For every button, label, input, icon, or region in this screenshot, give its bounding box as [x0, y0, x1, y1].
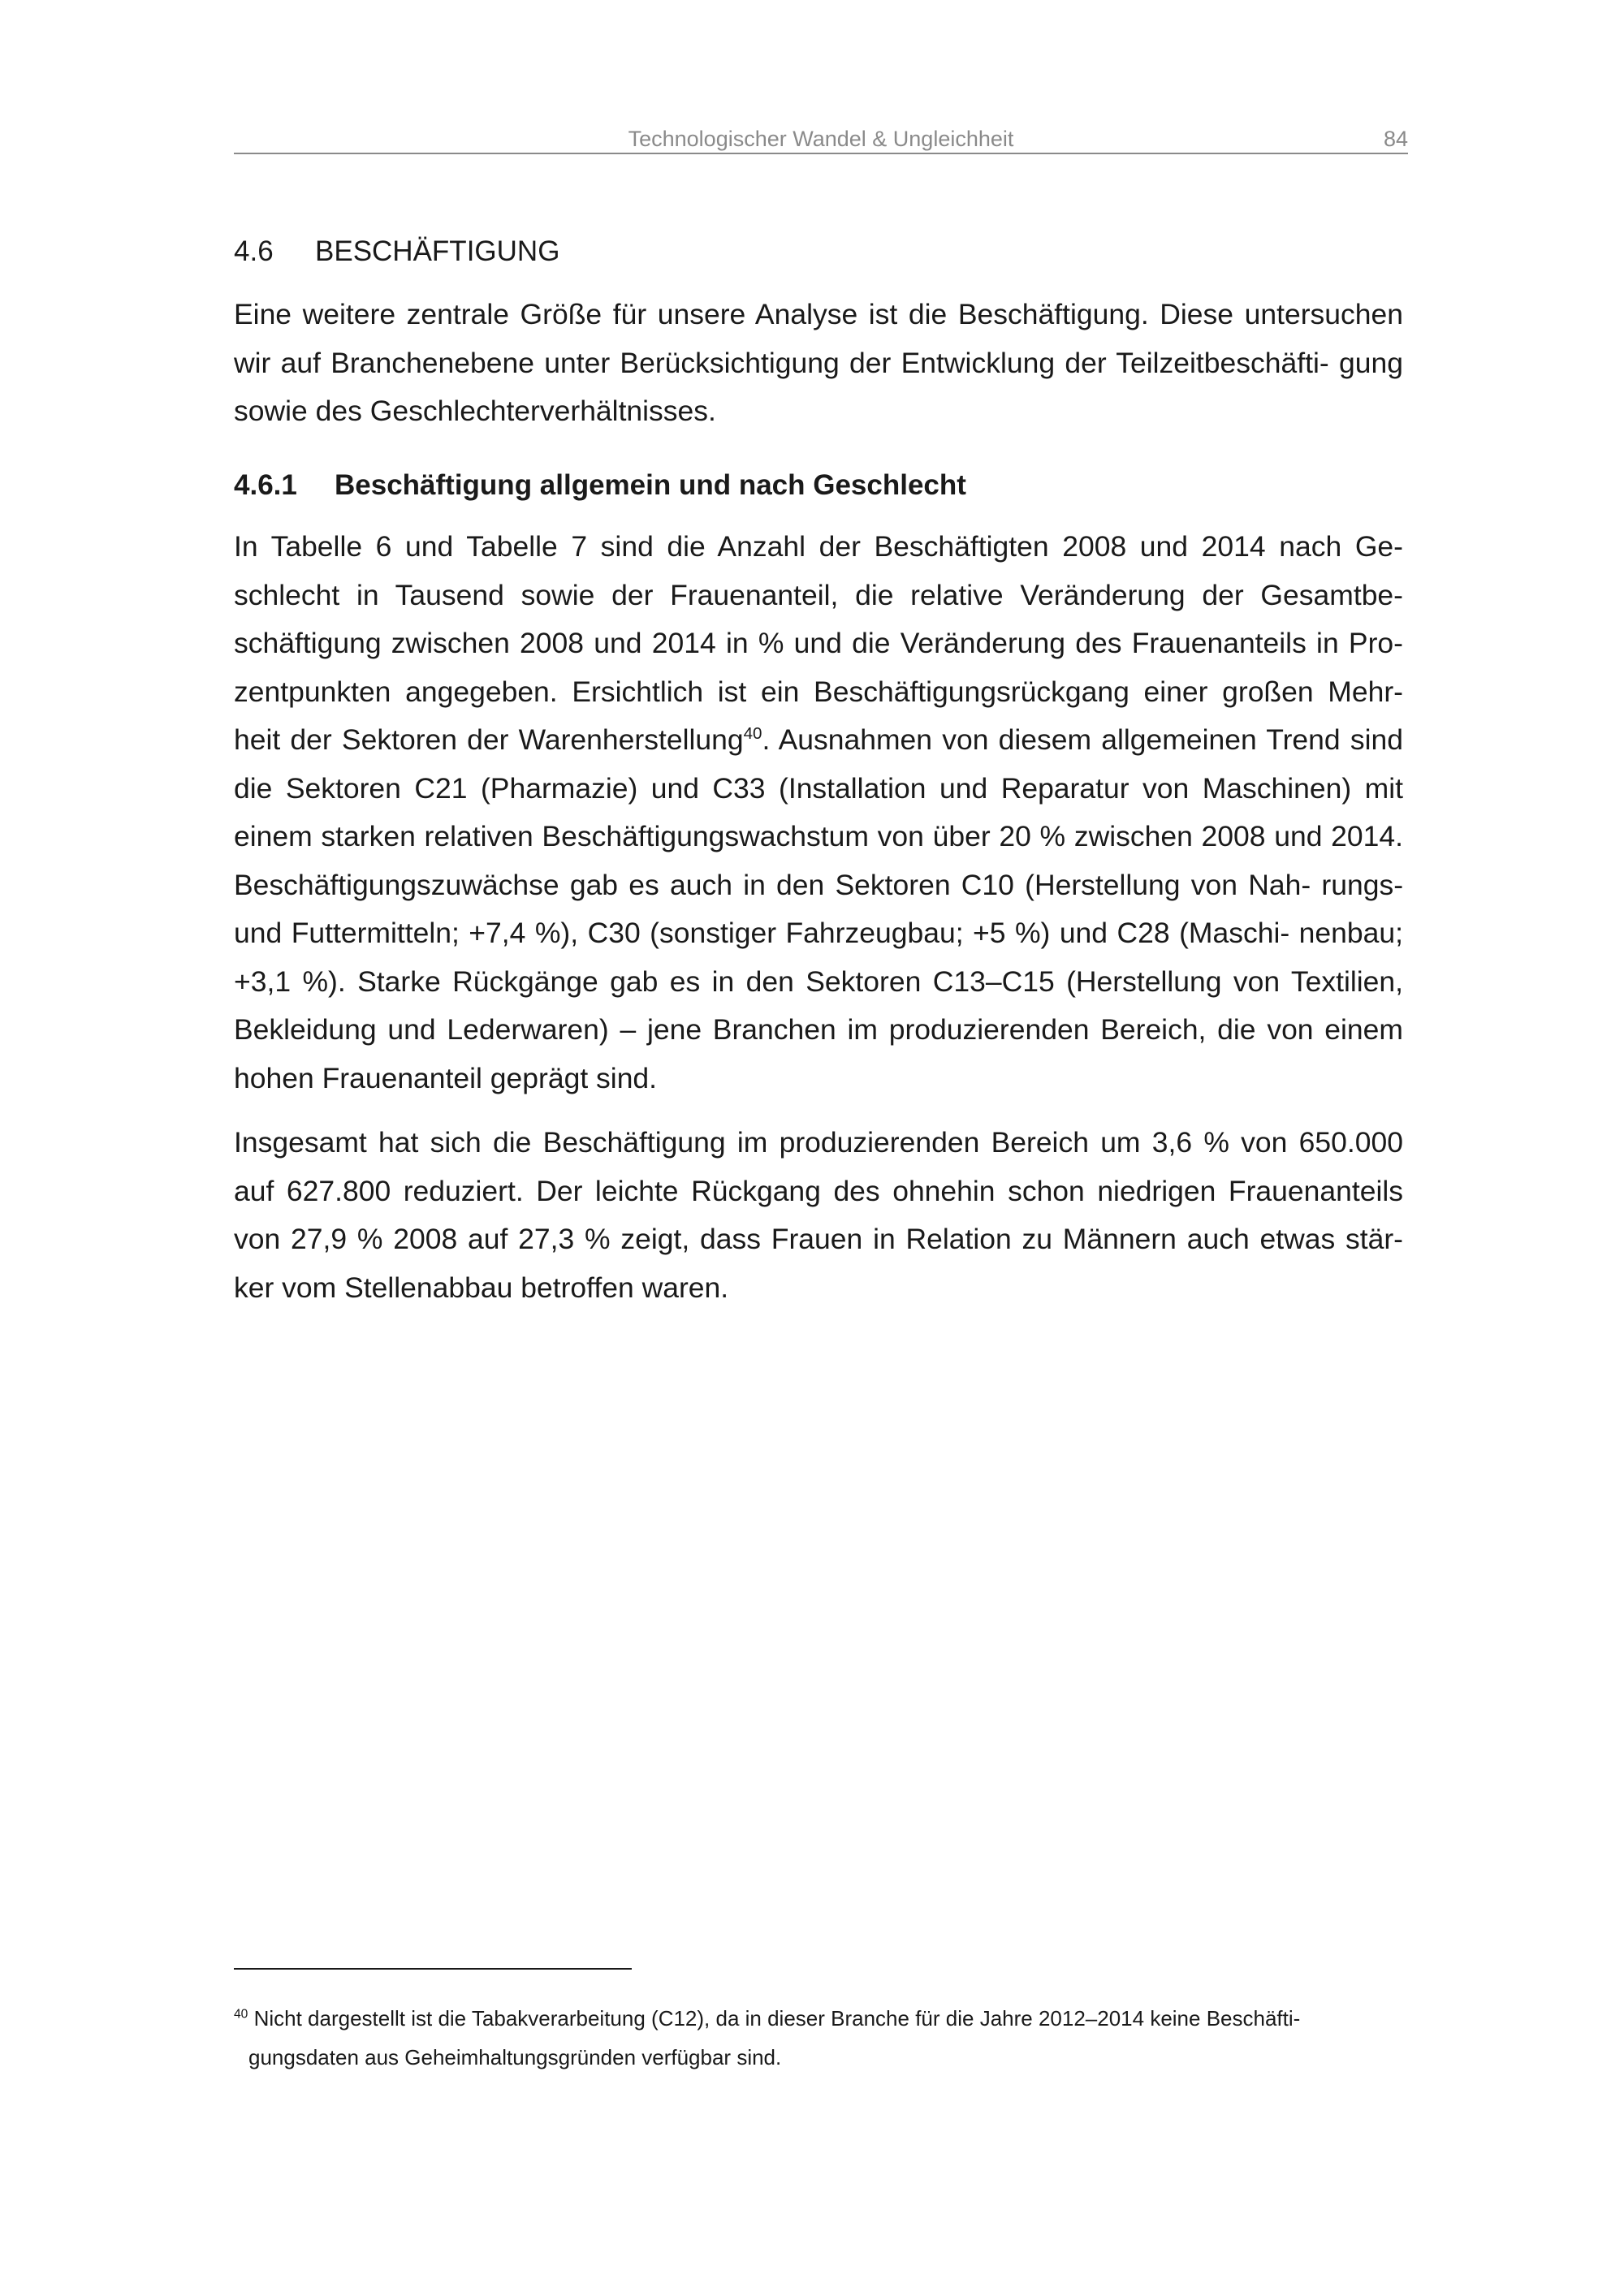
- paragraph-line: sind die Sektoren C21 (Pharmazie) und C33 (Installation und Reparatur von Maschinen): [234, 723, 1403, 805]
- intro-line: gung sowie des Geschlechterverhältnisses.: [234, 346, 1403, 427]
- section-title: BESCHÄFTIGUNG: [315, 235, 560, 267]
- paragraph-line: rungs- und Futtermitteln; +7,4 %), C30 (sonstiger Fahrzeugbau; +5 %) und C28 (Maschi-: [234, 868, 1404, 949]
- paragraph-line: Insgesamt hat sich die Beschäftigung im produzierenden Bereich um 3,6 % von 650.000: [234, 1126, 1403, 1159]
- body-paragraph-2: [234, 1119, 1403, 1312]
- page-number: 84: [1383, 127, 1408, 151]
- paragraph-line: von 27,9 % 2008 auf 27,3 % zeigt, dass Frauen in Relation zu Männern auch etwas stär-: [234, 1223, 1403, 1255]
- paragraph-line: zentpunkten angegeben. Ersichtlich ist ein Beschäftigungsrückgang einer großen Mehr-: [234, 675, 1403, 708]
- paragraph-line: schlecht in Tausend sowie der Frauenanteil, die relative Veränderung der Gesamtbe-: [234, 578, 1403, 611]
- footnote-text-continued: gungsdaten aus Geheimhaltungsgründen verfügbar sind.: [248, 2045, 782, 2069]
- paragraph-line: nenbau; +3,1 %). Starke Rückgänge gab es in den Sektoren C13–C15 (Herstellung von: [234, 917, 1403, 998]
- footnote-mark: 40: [234, 2007, 248, 2022]
- paragraph-line: schäftigung zwischen 2008 und 2014 in % und die Veränderung des Frauenanteils in Pro-: [234, 627, 1403, 659]
- paragraph-line: 2014. Beschäftigungszuwächse gab es auch in den Sektoren C10 (Herstellung von Nah-: [234, 820, 1403, 901]
- paragraph-line: heit der Sektoren der Warenherstellung: [234, 723, 744, 756]
- paragraph-line: In Tabelle 6 und Tabelle 7 sind die Anzahl der Beschäftigten 2008 und 2014 nach Ge-: [234, 530, 1403, 563]
- paragraph-line: ker vom Stellenabbau betroffen waren.: [234, 1271, 729, 1304]
- paragraph-line: . Ausnahmen von diesem allgemeinen Trend: [762, 723, 1341, 756]
- section-intro-paragraph: [234, 291, 1403, 436]
- running-header: [234, 122, 1408, 154]
- subsection-title: Beschäftigung allgemein und nach Geschlecht: [335, 469, 966, 501]
- section-heading: [234, 235, 559, 268]
- footnote-divider: [234, 1968, 632, 1970]
- running-title: Technologischer Wandel & Ungleichheit: [628, 127, 1014, 151]
- intro-line: Eine weitere zentrale Größe für unsere Analyse ist die Beschäftigung. Diese untersuchen: [234, 298, 1403, 330]
- paragraph-line: mit einem starken relativen Beschäftigungswachstum von über 20 % zwischen 2008 und: [234, 771, 1403, 852]
- footnote: [234, 1999, 1371, 2077]
- subsection-number: 4.6.1: [234, 469, 297, 501]
- paragraph-line: Textilien, Bekleidung und Lederwaren) – jene Branchen im produzierenden Bereich, die: [234, 965, 1403, 1046]
- body-paragraph-1: [234, 523, 1403, 1103]
- paragraph-line: auf 627.800 reduziert. Der leichte Rückgang des ohnehin schon niedrigen Frauenanteils: [234, 1174, 1403, 1207]
- footnote-text: Nicht dargestellt ist die Tabakverarbeitung (C12), da in dieser Branche für die Jahre 2012–2014 keine Beschäfti-: [248, 2006, 1301, 2031]
- footnote-reference[interactable]: 40: [743, 724, 762, 744]
- intro-line: wir auf Branchenebene unter Berücksichtigung der Entwicklung der Teilzeitbeschäfti-: [234, 346, 1329, 379]
- paragraph-line: von einem hohen Frauenanteil geprägt sind.: [234, 1013, 1403, 1094]
- subsection-heading: [234, 469, 966, 502]
- section-number: 4.6: [234, 235, 274, 267]
